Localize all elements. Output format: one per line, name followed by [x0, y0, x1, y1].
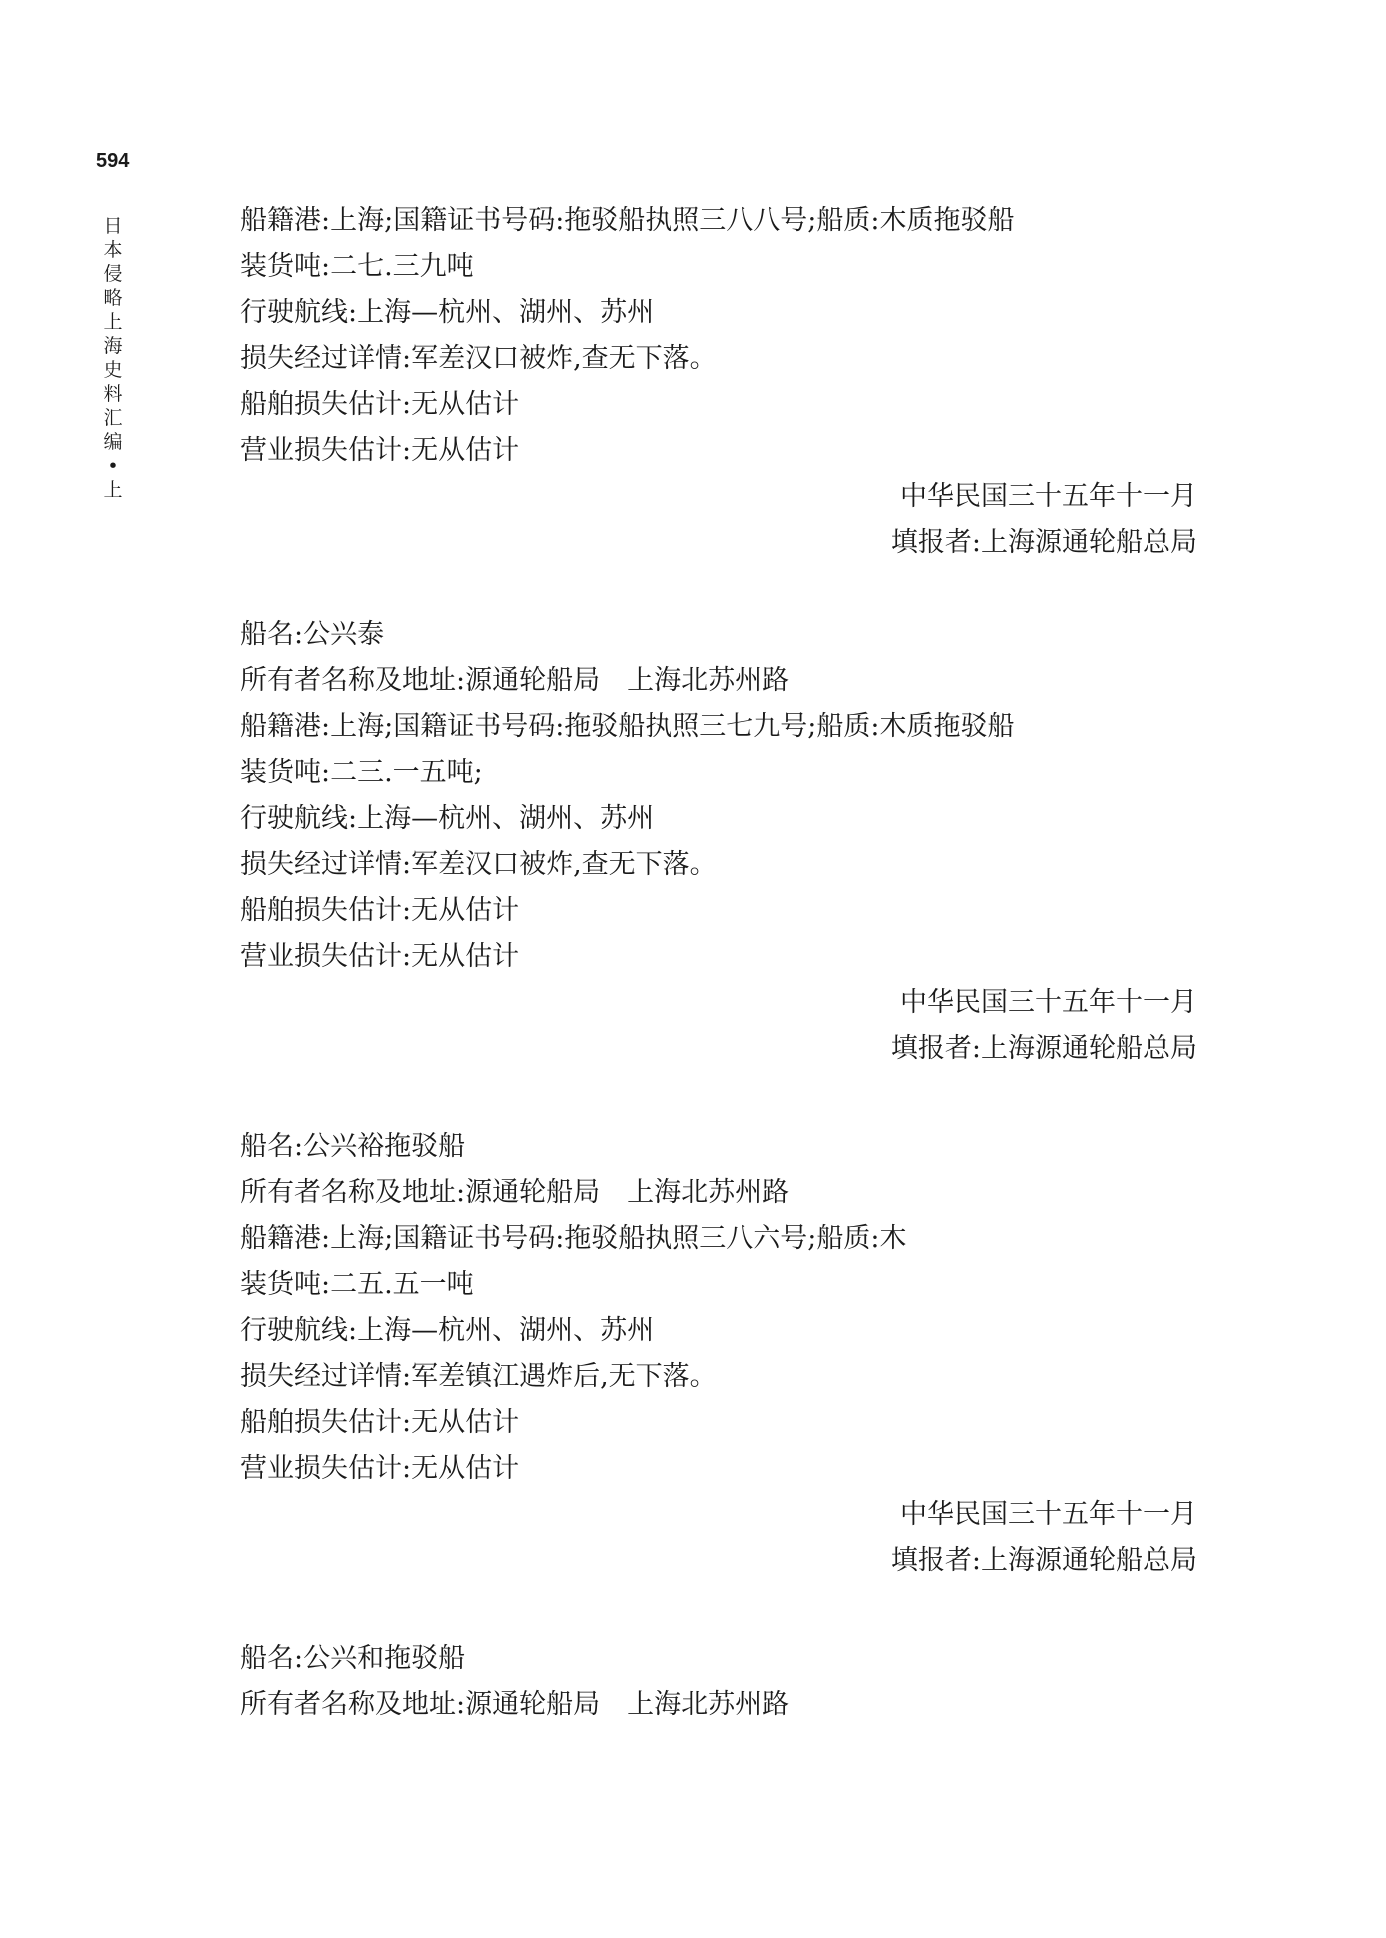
- loss-details: 损失经过详情:军差汉口被炸,查无下落。: [240, 343, 717, 374]
- ship-loss-estimate: 船舶损失估计:无从估计: [240, 1407, 520, 1438]
- tonnage: 装货吨:二三.一五吨;: [240, 757, 483, 788]
- ship-record-3: [240, 1124, 1200, 1584]
- report-date: 中华民国三十五年十一月: [900, 1499, 1197, 1530]
- reporter: 填报者:上海源通轮船总局: [890, 1545, 1197, 1576]
- ship-name: 船名:公兴泰: [240, 619, 385, 650]
- ship-record-4: [240, 1636, 1200, 1728]
- ship-loss-estimate: 船舶损失估计:无从估计: [240, 895, 520, 926]
- loss-details: 损失经过详情:军差汉口被炸,查无下落。: [240, 849, 717, 880]
- port-line: 船籍港:上海;国籍证书号码:拖驳船执照三八六号;船质:木: [240, 1223, 907, 1254]
- ship-name: 船名:公兴和拖驳船: [240, 1643, 466, 1674]
- page-number: 594: [96, 150, 130, 172]
- ship-record-1: [240, 198, 1200, 566]
- owner-address: 所有者名称及地址:源通轮船局 上海北苏州路: [240, 1689, 790, 1720]
- report-date: 中华民国三十五年十一月: [900, 481, 1197, 512]
- report-date: 中华民国三十五年十一月: [900, 987, 1197, 1018]
- business-loss-estimate: 营业损失估计:无从估计: [240, 435, 520, 466]
- business-loss-estimate: 营业损失估计:无从估计: [240, 941, 520, 972]
- owner-address: 所有者名称及地址:源通轮船局 上海北苏州路: [240, 665, 790, 696]
- route: 行驶航线:上海—杭州、湖州、苏州: [240, 297, 655, 328]
- running-title: 日本侵略上海史料汇编•上: [103, 215, 123, 501]
- ship-name: 船名:公兴裕拖驳船: [240, 1131, 466, 1162]
- tonnage: 装货吨:二五.五一吨: [240, 1269, 474, 1300]
- route: 行驶航线:上海—杭州、湖州、苏州: [240, 1315, 655, 1346]
- reporter: 填报者:上海源通轮船总局: [890, 527, 1197, 558]
- ship-loss-estimate: 船舶损失估计:无从估计: [240, 389, 520, 420]
- reporter: 填报者:上海源通轮船总局: [890, 1033, 1197, 1064]
- business-loss-estimate: 营业损失估计:无从估计: [240, 1453, 520, 1484]
- route: 行驶航线:上海—杭州、湖州、苏州: [240, 803, 655, 834]
- tonnage: 装货吨:二七.三九吨: [240, 251, 474, 282]
- owner-address: 所有者名称及地址:源通轮船局 上海北苏州路: [240, 1177, 790, 1208]
- loss-details: 损失经过详情:军差镇江遇炸后,无下落。: [240, 1361, 717, 1392]
- port-line: 船籍港:上海;国籍证书号码:拖驳船执照三八八号;船质:木质拖驳船: [240, 205, 1015, 236]
- ship-record-2: [240, 612, 1200, 1072]
- port-line: 船籍港:上海;国籍证书号码:拖驳船执照三七九号;船质:木质拖驳船: [240, 711, 1015, 742]
